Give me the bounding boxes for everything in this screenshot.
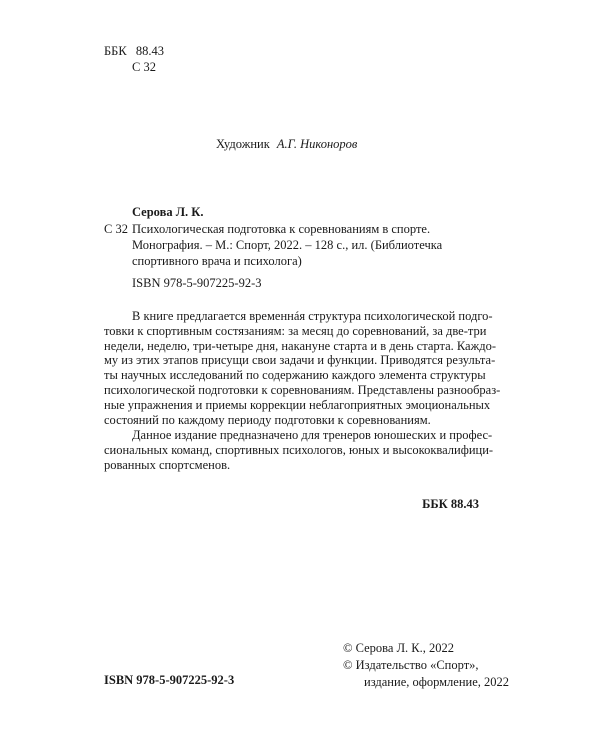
record-sign: С 32 bbox=[104, 222, 128, 236]
abstract-line: рованных спортсменов. bbox=[104, 457, 231, 472]
abstract-line: товки к спортивным состязаниям: за месяц до соревнований, за две-три bbox=[104, 323, 487, 338]
title-line: Психологическая подготовка к соревнованиям в спорте. bbox=[132, 222, 431, 236]
bbk-label: ББК bbox=[104, 44, 127, 58]
copyright-publisher: © Издательство «Спорт», bbox=[343, 658, 479, 672]
abstract-line: ты научных исследований по содержанию каждого элемента структуры bbox=[104, 368, 486, 383]
copyright-edition: издание, оформление, 2022 bbox=[364, 675, 510, 689]
footer-isbn: ISBN 978-5-907225-92-3 bbox=[104, 673, 235, 687]
title-line: Монография. – М.: Спорт, 2022. – 128 с., ил. (Библиотечка bbox=[132, 238, 443, 252]
bbk-header bbox=[104, 44, 164, 59]
artist-role: Художник bbox=[216, 137, 270, 151]
bbk-right: ББК 88.43 bbox=[422, 497, 479, 511]
bbk-code: 88.43 bbox=[135, 44, 164, 58]
abstract-line: Данное издание предназначено для тренеров юношеских и профес- bbox=[132, 428, 493, 442]
abstract-line: му из этих этапов присущи свои задачи и функции. Приводятся результа- bbox=[104, 353, 496, 368]
record-title bbox=[132, 222, 442, 269]
abstract-line: ные упражнения и приемы коррекции неблагоприятных эмоциональных bbox=[104, 397, 491, 412]
record-isbn: ISBN 978-5-907225-92-3 bbox=[132, 276, 262, 290]
title-line: спортивного врача и психолога) bbox=[132, 254, 302, 268]
abstract-line: психологической подготовки к соревнованиям. Представлены разнообраз- bbox=[104, 382, 501, 397]
artist-name: А.Г. Никоноров bbox=[276, 137, 358, 151]
abstract-line: недели, неделю, три-четыре дня, накануне старта и в день старта. Каждо- bbox=[104, 338, 497, 353]
catalog-sign: С 32 bbox=[132, 60, 156, 74]
abstract-line: сиональных команд, спортивных психологов, юных и высококвалифици- bbox=[104, 442, 494, 457]
abstract-line: состояний по каждому периоду подготовки к соревнованиям. bbox=[104, 412, 431, 427]
abstract-paragraph-1 bbox=[104, 309, 501, 427]
abstract-paragraph-2 bbox=[104, 428, 494, 472]
artist-credit bbox=[216, 137, 357, 152]
abstract-line: В книге предлагается временнáя структура психологической подго- bbox=[132, 309, 493, 323]
author-name: Серова Л. К. bbox=[132, 205, 204, 219]
copyright-author: © Серова Л. К., 2022 bbox=[343, 641, 455, 655]
